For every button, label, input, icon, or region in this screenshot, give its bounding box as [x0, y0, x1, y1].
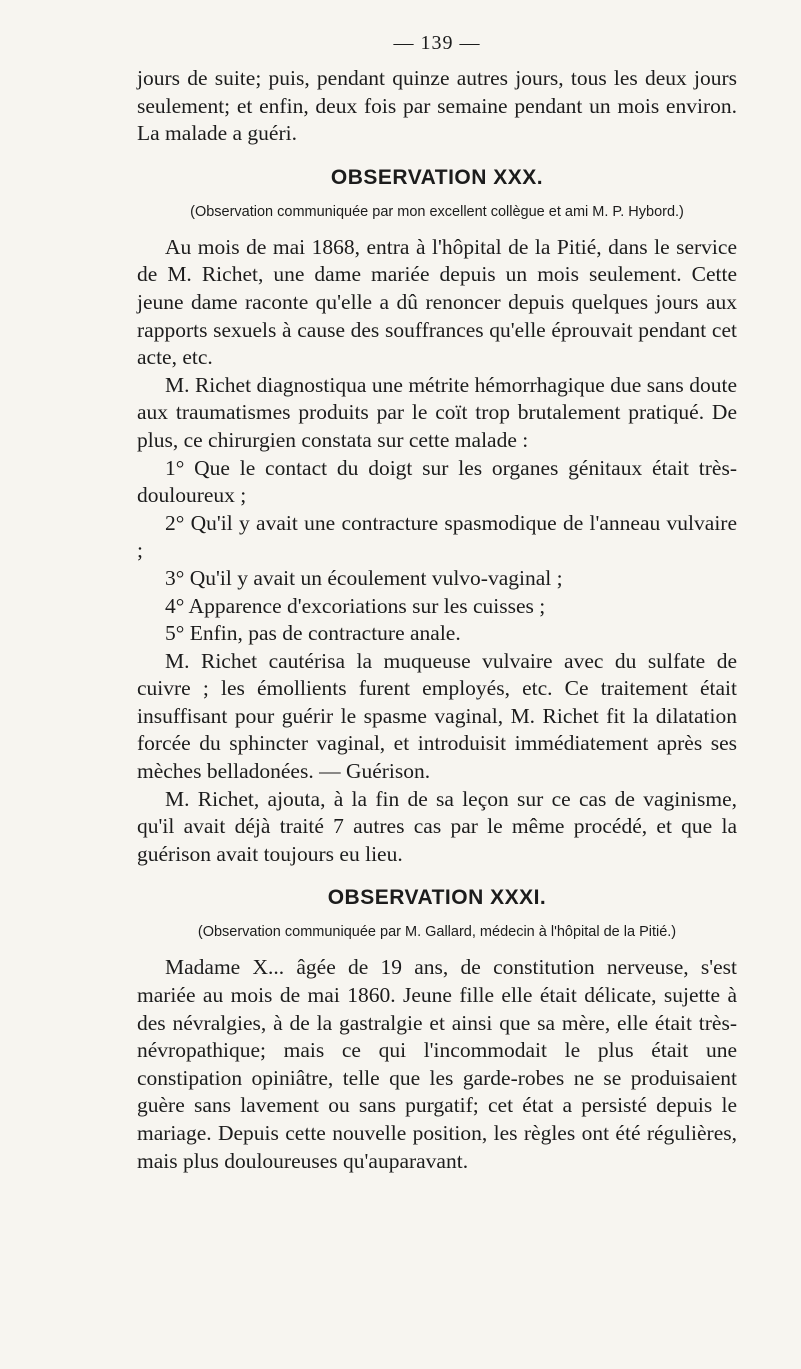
observation-30-closing-paragraph-1: M. Richet cautérisa la muqueuse vulvaire avec du sulfate de cuivre ; les émollients furent employés, etc. Ce traitement était insuffisant pour guérir le spasme vaginal, M. Richet fit la dilatation forcée du sphincter vaginal, et introduisit immédiatement après ses mèches belladonées. — Guérison. — [137, 648, 737, 784]
observation-31-title: OBSERVATION XXXI. — [327, 886, 547, 910]
book-page — [137, 32, 737, 1175]
observation-31-paragraph-1: Madame X... âgée de 19 ans, de constitution nerveuse, s'est mariée au mois de mai 1860. Jeune fille elle était délicate, sujette à des névralgies, à de la gastralgie et ainsi que sa mère, elle était très-névropathique; mais ce qui l'incommodait le plus était une constipation opiniâtre, telle que les garde-robes ne se produisaient guère sans lavement ou sans purgatif; cet état a persisté depuis le mariage. Depuis cette nouvelle position, les règles ont été régulières, mais plus douloureuses qu'auparavant. — [137, 955, 737, 1173]
observation-30-closing-paragraph-2: M. Richet, ajouta, à la fin de sa leçon sur ce cas de vaginisme, qu'il avait déjà traité 7 autres cas par le même procédé, et que la guérison avait toujours eu lieu. — [137, 786, 737, 866]
observation-30-list-item-4: 4° Apparence d'excoriations sur les cuisses ; — [165, 593, 546, 618]
intro-paragraph: jours de suite; puis, pendant quinze autres jours, tous les deux jours seulement; et enfin, deux fois par semaine pendant un mois environ. La malade a guéri. — [137, 66, 737, 146]
observation-30-list-item-5: 5° Enfin, pas de contracture anale. — [165, 621, 461, 646]
observation-30-title: OBSERVATION XXX. — [330, 165, 544, 189]
observation-30-paragraph-1: Au mois de mai 1868, entra à l'hôpital de la Pitié, dans le service de M. Richet, une dame mariée depuis un mois seulement. Cette jeune dame raconte qu'elle a dû renoncer depuis quelques jours aux rapports sexuels à cause des souffrances qu'elle éprouvait pendant cet acte, etc. — [137, 234, 737, 370]
observation-30-list-item-1: 1° Que le contact du doigt sur les organes génitaux était très-douloureux ; — [137, 455, 737, 508]
observation-30-list-item-2: 2° Qu'il y avait une contracture spasmodique de l'anneau vulvaire ; — [137, 510, 737, 563]
page-number: — 139 — — [393, 32, 481, 54]
observation-30 — [137, 166, 737, 869]
observation-31 — [137, 886, 737, 1175]
observation-30-paragraph-2: M. Richet diagnostiqua une métrite hémorrhagique due sans doute aux traumatismes produits par le coït trop brutalement pratiqué. De plus, ce chirurgien constata sur cette malade : — [137, 372, 737, 452]
observation-30-note: (Observation communiquée par mon excellent collègue et ami M. P. Hybord.) — [190, 203, 684, 220]
observation-30-list-item-3: 3° Qu'il y avait un écoulement vulvo-vaginal ; — [165, 565, 563, 590]
observation-31-note: (Observation communiquée par M. Gallard, médecin à l'hôpital de la Pitié.) — [197, 924, 677, 941]
